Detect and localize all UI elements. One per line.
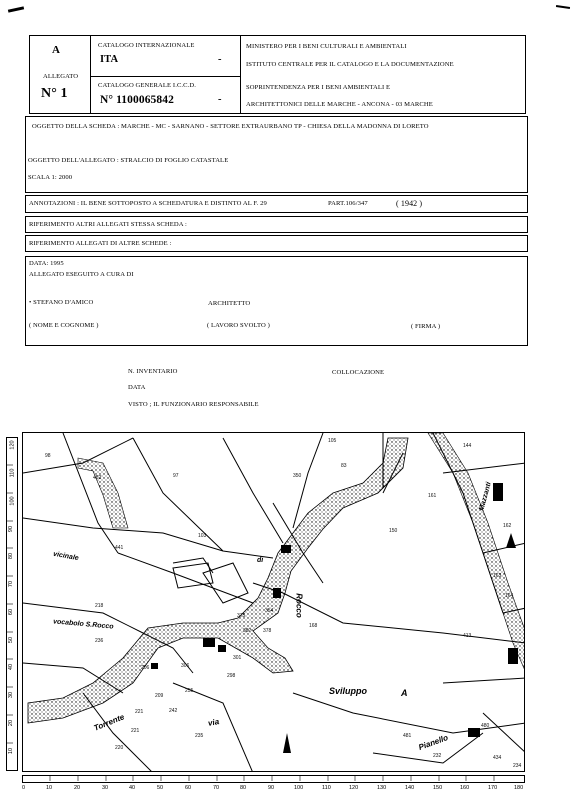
road-a: A: [401, 688, 408, 698]
parcel-label: 164: [505, 593, 514, 599]
parcel-label: 242: [169, 708, 178, 714]
inv-data: DATA: [128, 384, 146, 391]
cat-int-value: ITA: [100, 54, 119, 65]
lavoro-label: ( LAVORO SVOLTO ): [207, 322, 270, 329]
parcel-label: 168: [309, 623, 318, 629]
parcel-label: 413: [463, 633, 472, 639]
allegato-number: N° 1: [41, 86, 68, 101]
parcel-label: 150: [389, 528, 398, 534]
cat-gen-dash: -: [218, 94, 222, 105]
annotazioni-year: ( 1942 ): [396, 199, 423, 208]
nome-value: • STEFANO D'AMICO: [29, 299, 94, 306]
road-rocco: Rocco: [294, 593, 304, 618]
ruler-left-label: 100: [9, 496, 16, 506]
ruler-left-label: 70: [8, 580, 15, 588]
ruler-left-label: 10: [8, 747, 15, 755]
parcel-label: 218: [95, 603, 104, 609]
ruler-bottom-label: 60: [185, 785, 192, 791]
road-torrente: Torrente: [92, 712, 126, 733]
cat-int-dash: -: [218, 54, 222, 65]
parcel-label: 220: [115, 745, 124, 751]
parcel-label: 434: [493, 755, 502, 761]
parcel-label: 441: [115, 545, 124, 551]
road-pianello: Pianello: [417, 733, 450, 752]
ministero-line-3: SOPRINTENDENZA PER I BENI AMBIENTALI E: [246, 84, 391, 91]
ministero-line-1: MINISTERO PER I BENI CULTURALI E AMBIENTALI: [246, 43, 407, 50]
parcel-label: 103: [198, 533, 207, 539]
ministero-line-2: ISTITUTO CENTRALE PER IL CATALOGO E LA DOCUMENTAZIONE: [246, 61, 454, 68]
parcel-label: 235: [195, 733, 204, 739]
annotazioni-text: ANNOTAZIONI : IL BENE SOTTOPOSTO A SCHEDATURA E DISTINTO AL F. 29: [29, 200, 267, 207]
ruler-bottom-label: 0: [22, 785, 26, 791]
ruler-bottom-label: 100: [294, 785, 304, 791]
ruler-bottom-label: 90: [268, 785, 275, 791]
ruler-left-label: 30: [8, 691, 15, 699]
allegato-label: ALLEGATO: [43, 73, 79, 80]
data-line: DATA: 1995: [29, 260, 64, 267]
ministero-line-4: ARCHITETTONICI DELLE MARCHE - ANCONA - 03 MARCHE: [246, 101, 433, 108]
ruler-left-label: 60: [8, 608, 15, 616]
ruler-bottom-label: 150: [433, 785, 443, 791]
left-ruler-labels: [8, 440, 18, 774]
ruler-bottom-label: 160: [460, 785, 470, 791]
ruler-bottom-label: 80: [240, 785, 247, 791]
ruler-bottom-label: 50: [157, 785, 164, 791]
bottom-ruler-labels: [22, 785, 525, 795]
cadastral-map: [22, 432, 525, 772]
ruler-bottom-label: 30: [102, 785, 109, 791]
ruler-bottom-label: 110: [322, 785, 331, 791]
parcel-label: 306: [181, 663, 190, 669]
oggetto-allegato: OGGETTO DELL'ALLEGATO : STRALCIO DI FOGLIO CATASTALE: [28, 157, 229, 164]
cat-gen-label: CATALOGO GENERALE I.C.C.D.: [98, 82, 197, 89]
ruler-bottom-label: 20: [74, 785, 81, 791]
parcel-label: 354: [265, 608, 274, 614]
road-di: di: [257, 557, 264, 564]
visto: VISTO ; IL FUNZIONARIO RESPONSABILE: [128, 401, 259, 408]
collocazione: COLLOCAZIONE: [332, 369, 385, 376]
scan-mark-top-left: [8, 6, 24, 12]
ruler-left-label: 120: [9, 440, 16, 450]
parcel-label: 452: [93, 475, 102, 481]
scan-mark-top-right: [556, 5, 570, 9]
parcel-label: 144: [463, 443, 472, 449]
parcel-label: 221: [135, 709, 144, 715]
parcel-label: 206: [141, 665, 150, 671]
ruler-left-label: 40: [8, 663, 15, 671]
ruler-bottom-label: 40: [129, 785, 136, 791]
parcel-label: 105: [328, 438, 337, 444]
oggetto-scheda: OGGETTO DELLA SCHEDA : MARCHE - MC - SARNANO - SETTORE EXTRAURBANO TP - CHIESA DELLA MADONNA DI LORETO: [32, 123, 429, 130]
ruler-bottom-label: 140: [405, 785, 415, 791]
ruler-bottom-label: 180: [514, 785, 524, 791]
parcel-label: 234: [513, 763, 522, 769]
parcel-label: 481: [403, 733, 412, 739]
road-via: via: [207, 717, 220, 728]
ruler-left-label: 20: [8, 719, 15, 727]
road-mazzanti: Mazzanti: [478, 481, 493, 512]
parcel-label: 382: [243, 628, 252, 634]
ruler-bottom-label: 120: [349, 785, 359, 791]
annotazioni-part: PART.106/347: [328, 200, 368, 207]
parcel-label: 221: [131, 728, 140, 734]
parcel-label: 83: [341, 463, 347, 469]
road-sviluppo: Sviluppo: [329, 686, 367, 696]
parcel-label: 236: [95, 638, 104, 644]
ruler-bottom-label: 10: [46, 785, 53, 791]
cat-gen-value: N° 1100065842: [100, 94, 174, 106]
header-mid-line: [90, 76, 240, 77]
ruler-bottom-label: 170: [488, 785, 498, 791]
ruler-left-label: 50: [8, 636, 15, 644]
scala: SCALA 1: 2000: [28, 174, 73, 181]
data-box: [25, 256, 528, 346]
parcel-label: 301: [233, 655, 242, 661]
ruler-left-label: 90: [8, 525, 15, 533]
parcel-label: 98: [45, 453, 51, 459]
bottom-ruler: [22, 775, 525, 783]
road-vicinale: vicinale: [52, 550, 80, 563]
parcel-label: 350: [293, 473, 302, 479]
parcel-label: 97: [173, 473, 179, 479]
nome-label: ( NOME E COGNOME ): [29, 322, 99, 329]
parcel-label: 163: [493, 573, 502, 579]
parcel-label: 375: [237, 613, 246, 619]
parcel-label: 209: [155, 693, 164, 699]
rif-altre: RIFERIMENTO ALLEGATI DI ALTRE SCHEDE :: [29, 240, 172, 247]
header-divider-1: [90, 35, 91, 114]
lavoro-value: ARCHITETTO: [208, 300, 251, 307]
firma-label: ( FIRMA ): [411, 323, 441, 330]
road-vocabolo: vocabolo S.Rocco: [52, 618, 114, 631]
ruler-left-label: 110: [9, 468, 16, 478]
ruler-bottom-label: 70: [213, 785, 220, 791]
parcel-label: 255: [185, 688, 194, 694]
parcel-label: 298: [227, 673, 236, 679]
parcel-label: 232: [433, 753, 442, 759]
n-inventario: N. INVENTARIO: [128, 368, 178, 375]
parcel-label: 480: [481, 723, 490, 729]
ruler-bottom-label: 130: [377, 785, 387, 791]
parcel-label: 161: [428, 493, 437, 499]
parcel-label: 378: [263, 628, 272, 634]
ruler-left-label: 80: [8, 552, 15, 560]
header-divider-2: [240, 35, 241, 114]
letter-a: A: [52, 44, 61, 56]
parcel-label: 162: [503, 523, 512, 529]
eseguito-line: ALLEGATO ESEGUITO A CURA DI: [29, 271, 134, 278]
cat-int-label: CATALOGO INTERNAZIONALE: [98, 42, 195, 49]
rif-stessa: RIFERIMENTO ALTRI ALLEGATI STESSA SCHEDA :: [29, 221, 187, 228]
